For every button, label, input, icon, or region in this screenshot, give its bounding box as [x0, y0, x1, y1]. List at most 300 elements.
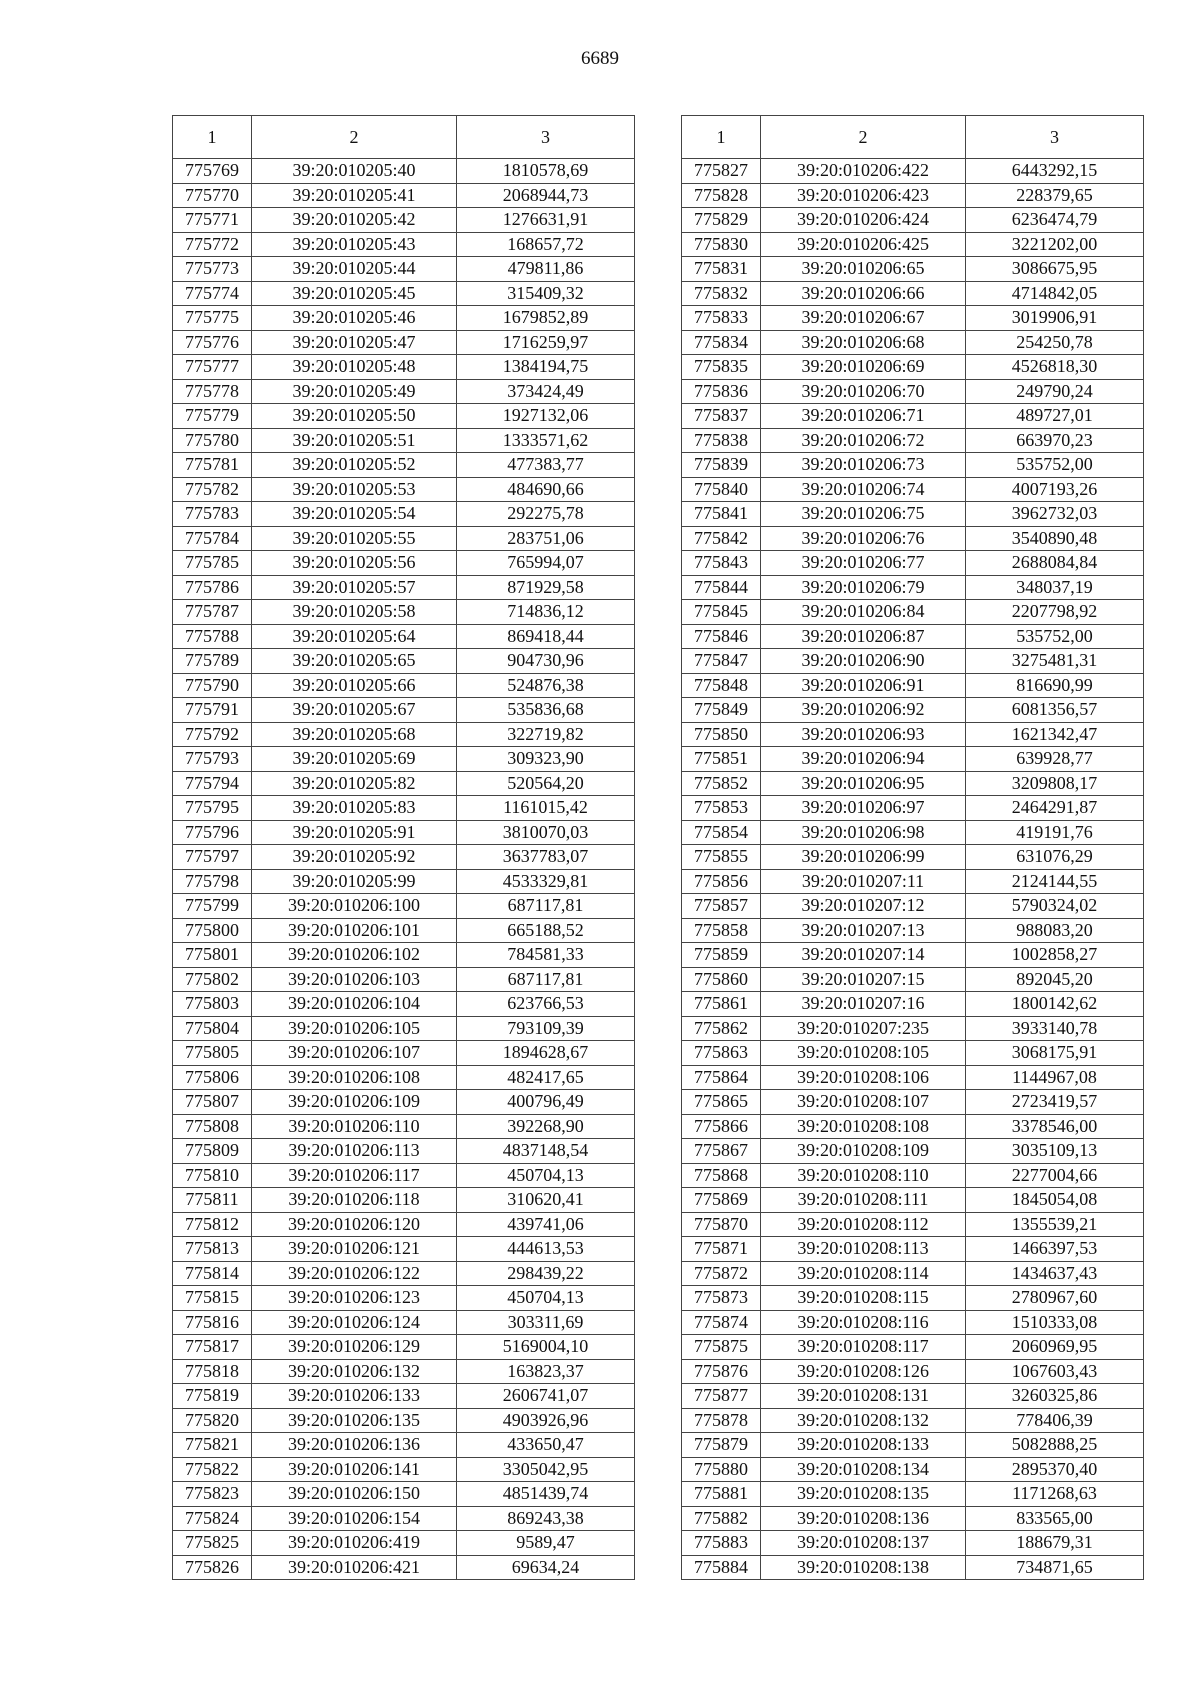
- table-row: [682, 1359, 1144, 1384]
- table-row: [682, 502, 1144, 527]
- value-cell: 816690,99: [966, 673, 1144, 698]
- table-row: [682, 1016, 1144, 1041]
- table-row: [682, 208, 1144, 233]
- cadastral-number-cell: 39:20:010206:135: [252, 1408, 457, 1433]
- value-cell: 3209808,17: [966, 771, 1144, 796]
- value-cell: 1894628,67: [457, 1041, 635, 1066]
- row-number-cell: 775830: [682, 232, 761, 257]
- table-row: [173, 600, 635, 625]
- cadastral-number-cell: 39:20:010206:84: [761, 600, 966, 625]
- table-row: [173, 967, 635, 992]
- cadastral-number-cell: 39:20:010208:134: [761, 1457, 966, 1482]
- table-row: [173, 1408, 635, 1433]
- cadastral-number-cell: 39:20:010208:106: [761, 1065, 966, 1090]
- table-row: [173, 159, 635, 184]
- row-number-cell: 775784: [173, 526, 252, 551]
- table-row: [682, 673, 1144, 698]
- value-cell: 1716259,97: [457, 330, 635, 355]
- cadastral-number-cell: 39:20:010206:122: [252, 1261, 457, 1286]
- table-row: [173, 1188, 635, 1213]
- table-row: [682, 575, 1144, 600]
- cadastral-number-cell: 39:20:010205:48: [252, 355, 457, 380]
- cadastral-number-cell: 39:20:010206:419: [252, 1531, 457, 1556]
- row-number-cell: 775813: [173, 1237, 252, 1262]
- row-number-cell: 775811: [173, 1188, 252, 1213]
- row-number-cell: 775864: [682, 1065, 761, 1090]
- value-cell: 373424,49: [457, 379, 635, 404]
- value-cell: 3810070,03: [457, 820, 635, 845]
- table-row: [173, 1506, 635, 1531]
- cadastral-number-cell: 39:20:010205:82: [252, 771, 457, 796]
- table-row: [682, 820, 1144, 845]
- cadastral-number-cell: 39:20:010206:136: [252, 1433, 457, 1458]
- cadastral-number-cell: 39:20:010205:55: [252, 526, 457, 551]
- row-number-cell: 775855: [682, 845, 761, 870]
- value-cell: 4007193,26: [966, 477, 1144, 502]
- column-header: 2: [761, 116, 966, 159]
- row-number-cell: 775776: [173, 330, 252, 355]
- table-row: [173, 1531, 635, 1556]
- row-number-cell: 775876: [682, 1359, 761, 1384]
- cadastral-number-cell: 39:20:010206:425: [761, 232, 966, 257]
- value-cell: 2606741,07: [457, 1384, 635, 1409]
- row-number-cell: 775770: [173, 183, 252, 208]
- table-row: [173, 771, 635, 796]
- table-row: [682, 771, 1144, 796]
- cadastral-number-cell: 39:20:010207:235: [761, 1016, 966, 1041]
- cadastral-number-cell: 39:20:010206:65: [761, 257, 966, 282]
- table-row: [682, 1531, 1144, 1556]
- row-number-cell: 775781: [173, 453, 252, 478]
- cadastral-number-cell: 39:20:010205:68: [252, 722, 457, 747]
- row-number-cell: 775799: [173, 894, 252, 919]
- table-row: [682, 624, 1144, 649]
- value-cell: 3260325,86: [966, 1384, 1144, 1409]
- value-cell: 1171268,63: [966, 1482, 1144, 1507]
- row-number-cell: 775793: [173, 747, 252, 772]
- value-cell: 1845054,08: [966, 1188, 1144, 1213]
- table-row: [682, 1506, 1144, 1531]
- table-row: [682, 1065, 1144, 1090]
- cadastral-number-cell: 39:20:010208:110: [761, 1163, 966, 1188]
- cadastral-number-cell: 39:20:010206:94: [761, 747, 966, 772]
- table-row: [682, 1310, 1144, 1335]
- row-number-cell: 775853: [682, 796, 761, 821]
- value-cell: 479811,86: [457, 257, 635, 282]
- column-header: 1: [682, 116, 761, 159]
- row-number-cell: 775798: [173, 869, 252, 894]
- table-row: [173, 869, 635, 894]
- cadastral-number-cell: 39:20:010206:102: [252, 943, 457, 968]
- table-row: [173, 1482, 635, 1507]
- row-number-cell: 775840: [682, 477, 761, 502]
- value-cell: 3933140,78: [966, 1016, 1144, 1041]
- row-number-cell: 775786: [173, 575, 252, 600]
- cadastral-number-cell: 39:20:010205:92: [252, 845, 457, 870]
- table-row: [173, 1041, 635, 1066]
- value-cell: 484690,66: [457, 477, 635, 502]
- cadastral-number-cell: 39:20:010206:120: [252, 1212, 457, 1237]
- table-row: [173, 1212, 635, 1237]
- value-cell: 163823,37: [457, 1359, 635, 1384]
- table-row: [682, 232, 1144, 257]
- table-row: [173, 1016, 635, 1041]
- cadastral-number-cell: 39:20:010208:136: [761, 1506, 966, 1531]
- table-row: [682, 1457, 1144, 1482]
- row-number-cell: 775847: [682, 649, 761, 674]
- row-number-cell: 775872: [682, 1261, 761, 1286]
- table-row: [173, 624, 635, 649]
- cadastral-number-cell: 39:20:010206:422: [761, 159, 966, 184]
- value-cell: 2895370,40: [966, 1457, 1144, 1482]
- row-number-cell: 775809: [173, 1139, 252, 1164]
- row-number-cell: 775820: [173, 1408, 252, 1433]
- value-cell: 303311,69: [457, 1310, 635, 1335]
- row-number-cell: 775857: [682, 894, 761, 919]
- table-row: [173, 1139, 635, 1164]
- table-row: [173, 649, 635, 674]
- value-cell: 433650,47: [457, 1433, 635, 1458]
- value-cell: 419191,76: [966, 820, 1144, 845]
- column-header: 2: [252, 116, 457, 159]
- cadastral-number-cell: 39:20:010206:154: [252, 1506, 457, 1531]
- table-row: [682, 1261, 1144, 1286]
- value-cell: 1927132,06: [457, 404, 635, 429]
- value-cell: 1621342,47: [966, 722, 1144, 747]
- table-row: [173, 1335, 635, 1360]
- cadastral-number-cell: 39:20:010206:123: [252, 1286, 457, 1311]
- column-header: 3: [966, 116, 1144, 159]
- row-number-cell: 775788: [173, 624, 252, 649]
- table-row: [173, 232, 635, 257]
- table-row: [682, 159, 1144, 184]
- cadastral-number-cell: 39:20:010206:79: [761, 575, 966, 600]
- table-row: [682, 845, 1144, 870]
- cadastral-number-cell: 39:20:010206:103: [252, 967, 457, 992]
- cadastral-number-cell: 39:20:010205:67: [252, 698, 457, 723]
- value-cell: 1002858,27: [966, 943, 1144, 968]
- table-row: [173, 1384, 635, 1409]
- value-cell: 4837148,54: [457, 1139, 635, 1164]
- value-cell: 1466397,53: [966, 1237, 1144, 1262]
- cadastral-number-cell: 39:20:010206:124: [252, 1310, 457, 1335]
- table-row: [173, 281, 635, 306]
- cadastral-number-cell: 39:20:010207:13: [761, 918, 966, 943]
- table-row: [682, 1114, 1144, 1139]
- table-row: [682, 1139, 1144, 1164]
- cadastral-number-cell: 39:20:010206:92: [761, 698, 966, 723]
- cadastral-number-cell: 39:20:010208:137: [761, 1531, 966, 1556]
- value-cell: 310620,41: [457, 1188, 635, 1213]
- value-cell: 2688084,84: [966, 551, 1144, 576]
- row-number-cell: 775808: [173, 1114, 252, 1139]
- table-row: [682, 698, 1144, 723]
- row-number-cell: 775877: [682, 1384, 761, 1409]
- cadastral-number-cell: 39:20:010205:99: [252, 869, 457, 894]
- cadastral-number-cell: 39:20:010207:12: [761, 894, 966, 919]
- row-number-cell: 775859: [682, 943, 761, 968]
- cadastral-number-cell: 39:20:010206:113: [252, 1139, 457, 1164]
- value-cell: 1810578,69: [457, 159, 635, 184]
- table-row: [682, 526, 1144, 551]
- value-cell: 663970,23: [966, 428, 1144, 453]
- cadastral-number-cell: 39:20:010206:108: [252, 1065, 457, 1090]
- cadastral-number-cell: 39:20:010206:95: [761, 771, 966, 796]
- value-cell: 2277004,66: [966, 1163, 1144, 1188]
- value-cell: 348037,19: [966, 575, 1144, 600]
- cadastral-number-cell: 39:20:010205:43: [252, 232, 457, 257]
- row-number-cell: 775849: [682, 698, 761, 723]
- row-number-cell: 775883: [682, 1531, 761, 1556]
- table-row: [682, 330, 1144, 355]
- row-number-cell: 775790: [173, 673, 252, 698]
- table-row: [173, 1261, 635, 1286]
- value-cell: 765994,07: [457, 551, 635, 576]
- row-number-cell: 775846: [682, 624, 761, 649]
- value-cell: 535836,68: [457, 698, 635, 723]
- cadastral-number-cell: 39:20:010208:131: [761, 1384, 966, 1409]
- value-cell: 3019906,91: [966, 306, 1144, 331]
- row-number-cell: 775843: [682, 551, 761, 576]
- table-row: [173, 918, 635, 943]
- cadastral-number-cell: 39:20:010206:68: [761, 330, 966, 355]
- value-cell: 714836,12: [457, 600, 635, 625]
- value-cell: 2124144,55: [966, 869, 1144, 894]
- row-number-cell: 775862: [682, 1016, 761, 1041]
- row-number-cell: 775816: [173, 1310, 252, 1335]
- cadastral-number-cell: 39:20:010206:421: [252, 1555, 457, 1580]
- row-number-cell: 775778: [173, 379, 252, 404]
- cadastral-number-cell: 39:20:010208:109: [761, 1139, 966, 1164]
- row-number-cell: 775848: [682, 673, 761, 698]
- cadastral-number-cell: 39:20:010205:44: [252, 257, 457, 282]
- table-row: [682, 1482, 1144, 1507]
- table-row: [173, 330, 635, 355]
- value-cell: 3962732,03: [966, 502, 1144, 527]
- cadastral-number-cell: 39:20:010206:132: [252, 1359, 457, 1384]
- value-cell: 2207798,92: [966, 600, 1144, 625]
- row-number-cell: 775797: [173, 845, 252, 870]
- cadastral-number-cell: 39:20:010206:71: [761, 404, 966, 429]
- value-cell: 292275,78: [457, 502, 635, 527]
- table-body-left: [173, 159, 635, 1580]
- row-number-cell: 775814: [173, 1261, 252, 1286]
- value-cell: 3305042,95: [457, 1457, 635, 1482]
- cadastral-number-cell: 39:20:010207:11: [761, 869, 966, 894]
- table-row: [682, 477, 1144, 502]
- cadastral-number-cell: 39:20:010206:101: [252, 918, 457, 943]
- cadastral-number-cell: 39:20:010206:90: [761, 649, 966, 674]
- table-row: [682, 649, 1144, 674]
- value-cell: 228379,65: [966, 183, 1144, 208]
- cadastral-number-cell: 39:20:010206:109: [252, 1090, 457, 1115]
- table-row: [682, 1188, 1144, 1213]
- row-number-cell: 775804: [173, 1016, 252, 1041]
- row-number-cell: 775800: [173, 918, 252, 943]
- table-row: [682, 1237, 1144, 1262]
- value-cell: 6236474,79: [966, 208, 1144, 233]
- row-number-cell: 775772: [173, 232, 252, 257]
- table-row: [173, 428, 635, 453]
- row-number-cell: 775833: [682, 306, 761, 331]
- table-row: [682, 796, 1144, 821]
- table-row: [682, 1286, 1144, 1311]
- row-number-cell: 775777: [173, 355, 252, 380]
- value-cell: 869418,44: [457, 624, 635, 649]
- table-row: [682, 257, 1144, 282]
- value-cell: 892045,20: [966, 967, 1144, 992]
- cadastral-number-cell: 39:20:010206:121: [252, 1237, 457, 1262]
- cadastral-number-cell: 39:20:010206:117: [252, 1163, 457, 1188]
- value-cell: 322719,82: [457, 722, 635, 747]
- value-cell: 477383,77: [457, 453, 635, 478]
- cadastral-number-cell: 39:20:010205:58: [252, 600, 457, 625]
- value-cell: 4714842,05: [966, 281, 1144, 306]
- value-cell: 2060969,95: [966, 1335, 1144, 1360]
- cadastral-number-cell: 39:20:010205:91: [252, 820, 457, 845]
- cadastral-number-cell: 39:20:010205:40: [252, 159, 457, 184]
- row-number-cell: 775834: [682, 330, 761, 355]
- row-number-cell: 775801: [173, 943, 252, 968]
- row-number-cell: 775835: [682, 355, 761, 380]
- cadastral-number-cell: 39:20:010208:132: [761, 1408, 966, 1433]
- row-number-cell: 775773: [173, 257, 252, 282]
- cadastral-number-cell: 39:20:010208:108: [761, 1114, 966, 1139]
- row-number-cell: 775861: [682, 992, 761, 1017]
- value-cell: 833565,00: [966, 1506, 1144, 1531]
- value-cell: 2464291,87: [966, 796, 1144, 821]
- cadastral-number-cell: 39:20:010206:133: [252, 1384, 457, 1409]
- table-row: [173, 1359, 635, 1384]
- value-cell: 793109,39: [457, 1016, 635, 1041]
- cadastral-number-cell: 39:20:010206:141: [252, 1457, 457, 1482]
- register-table-left: [172, 115, 635, 1580]
- row-number-cell: 775875: [682, 1335, 761, 1360]
- table-row: [682, 551, 1144, 576]
- table-row: [682, 428, 1144, 453]
- table-row: [682, 869, 1144, 894]
- value-cell: 3378546,00: [966, 1114, 1144, 1139]
- cadastral-number-cell: 39:20:010205:41: [252, 183, 457, 208]
- row-number-cell: 775860: [682, 967, 761, 992]
- cadastral-number-cell: 39:20:010205:46: [252, 306, 457, 331]
- row-number-cell: 775771: [173, 208, 252, 233]
- cadastral-number-cell: 39:20:010206:75: [761, 502, 966, 527]
- cadastral-number-cell: 39:20:010207:15: [761, 967, 966, 992]
- row-number-cell: 775825: [173, 1531, 252, 1556]
- value-cell: 1161015,42: [457, 796, 635, 821]
- cadastral-number-cell: 39:20:010205:83: [252, 796, 457, 821]
- table-row: [173, 992, 635, 1017]
- value-cell: 5790324,02: [966, 894, 1144, 919]
- value-cell: 2780967,60: [966, 1286, 1144, 1311]
- page-number: 6689: [581, 48, 619, 69]
- cadastral-number-cell: 39:20:010206:118: [252, 1188, 457, 1213]
- row-number-cell: 775858: [682, 918, 761, 943]
- table-row: [173, 355, 635, 380]
- value-cell: 784581,33: [457, 943, 635, 968]
- table-row: [682, 600, 1144, 625]
- row-number-cell: 775856: [682, 869, 761, 894]
- row-number-cell: 775837: [682, 404, 761, 429]
- table-row: [173, 698, 635, 723]
- row-number-cell: 775817: [173, 1335, 252, 1360]
- row-number-cell: 775839: [682, 453, 761, 478]
- row-number-cell: 775774: [173, 281, 252, 306]
- row-number-cell: 775796: [173, 820, 252, 845]
- table-row: [682, 1090, 1144, 1115]
- table-row: [173, 183, 635, 208]
- value-cell: 489727,01: [966, 404, 1144, 429]
- value-cell: 988083,20: [966, 918, 1144, 943]
- cadastral-number-cell: 39:20:010205:69: [252, 747, 457, 772]
- table-row: [173, 796, 635, 821]
- table-row: [682, 281, 1144, 306]
- row-number-cell: 775842: [682, 526, 761, 551]
- value-cell: 4533329,81: [457, 869, 635, 894]
- value-cell: 1800142,62: [966, 992, 1144, 1017]
- cadastral-number-cell: 39:20:010208:117: [761, 1335, 966, 1360]
- cadastral-number-cell: 39:20:010205:56: [252, 551, 457, 576]
- table-row: [173, 208, 635, 233]
- value-cell: 3540890,48: [966, 526, 1144, 551]
- value-cell: 871929,58: [457, 575, 635, 600]
- cadastral-number-cell: 39:20:010206:97: [761, 796, 966, 821]
- value-cell: 2723419,57: [966, 1090, 1144, 1115]
- row-number-cell: 775829: [682, 208, 761, 233]
- value-cell: 734871,65: [966, 1555, 1144, 1580]
- cadastral-number-cell: 39:20:010206:77: [761, 551, 966, 576]
- value-cell: 4903926,96: [457, 1408, 635, 1433]
- table-row: [682, 1163, 1144, 1188]
- value-cell: 1510333,08: [966, 1310, 1144, 1335]
- table-row: [682, 183, 1144, 208]
- cadastral-number-cell: 39:20:010205:64: [252, 624, 457, 649]
- cadastral-number-cell: 39:20:010206:105: [252, 1016, 457, 1041]
- cadastral-number-cell: 39:20:010208:105: [761, 1041, 966, 1066]
- table-row: [173, 943, 635, 968]
- value-cell: 450704,13: [457, 1286, 635, 1311]
- row-number-cell: 775802: [173, 967, 252, 992]
- table-row: [173, 1310, 635, 1335]
- value-cell: 4851439,74: [457, 1482, 635, 1507]
- table-row: [682, 1408, 1144, 1433]
- value-cell: 2068944,73: [457, 183, 635, 208]
- cadastral-number-cell: 39:20:010206:110: [252, 1114, 457, 1139]
- cadastral-number-cell: 39:20:010206:67: [761, 306, 966, 331]
- cadastral-number-cell: 39:20:010205:65: [252, 649, 457, 674]
- table-row: [173, 1090, 635, 1115]
- table-row: [173, 1286, 635, 1311]
- row-number-cell: 775880: [682, 1457, 761, 1482]
- row-number-cell: 775852: [682, 771, 761, 796]
- table-row: [682, 1041, 1144, 1066]
- row-number-cell: 775769: [173, 159, 252, 184]
- value-cell: 444613,53: [457, 1237, 635, 1262]
- cadastral-number-cell: 39:20:010206:87: [761, 624, 966, 649]
- row-number-cell: 775831: [682, 257, 761, 282]
- row-number-cell: 775870: [682, 1212, 761, 1237]
- row-number-cell: 775775: [173, 306, 252, 331]
- row-number-cell: 775779: [173, 404, 252, 429]
- cadastral-number-cell: 39:20:010208:126: [761, 1359, 966, 1384]
- value-cell: 687117,81: [457, 894, 635, 919]
- cadastral-number-cell: 39:20:010208:115: [761, 1286, 966, 1311]
- cadastral-number-cell: 39:20:010206:424: [761, 208, 966, 233]
- table-header-row: [682, 116, 1144, 159]
- row-number-cell: 775874: [682, 1310, 761, 1335]
- table-row: [173, 379, 635, 404]
